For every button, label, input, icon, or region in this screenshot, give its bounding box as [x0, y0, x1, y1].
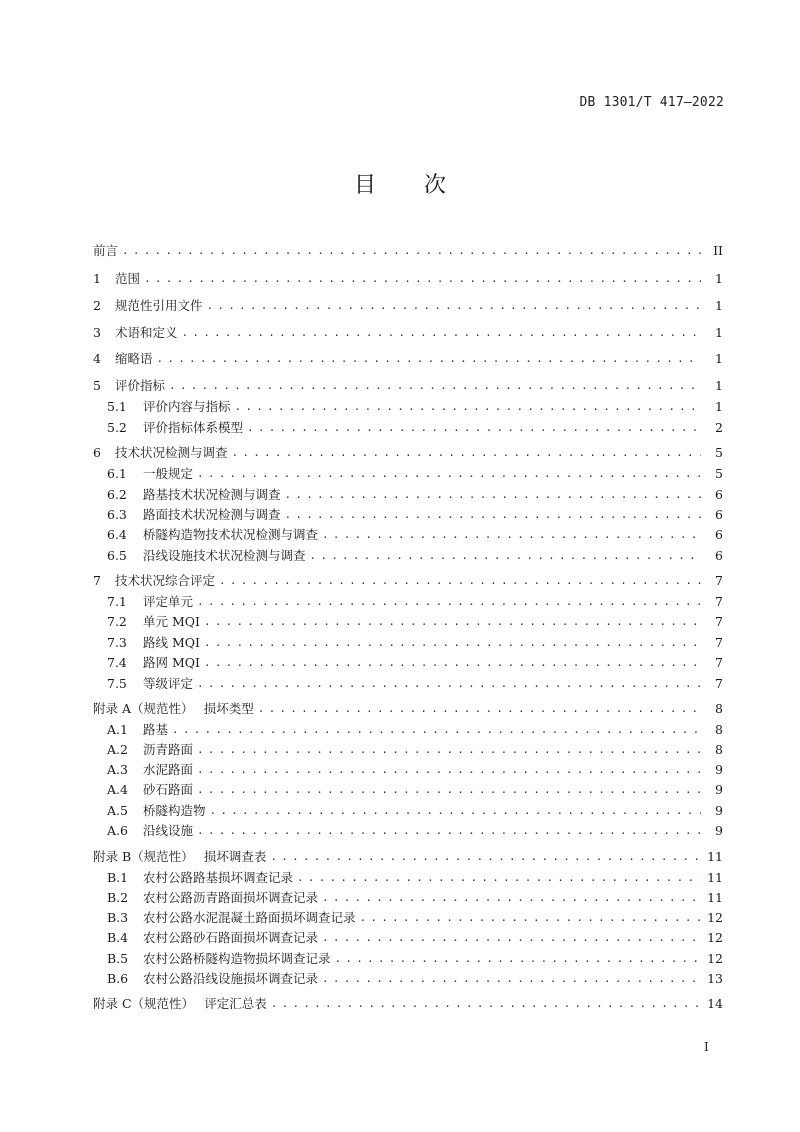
- toc-entry-label: 桥隧构造物技术状况检测与调查: [143, 527, 319, 542]
- dot-leader: [335, 949, 701, 969]
- toc-entry-label: 路面技术状况检测与调查: [143, 507, 281, 522]
- toc-entry-number: 3: [93, 325, 101, 340]
- toc-entry-page: 1: [715, 325, 723, 340]
- toc-entry-page: 12: [707, 930, 723, 945]
- toc-entry-label: 前言: [93, 243, 119, 258]
- toc-entry[interactable]: [93, 847, 723, 867]
- toc-entry-number: 2: [93, 298, 101, 313]
- dot-leader: [235, 397, 701, 417]
- title-char-1: 目: [353, 173, 376, 198]
- page-title: [0, 168, 800, 199]
- toc-entry[interactable]: [107, 760, 723, 780]
- dot-leader: [204, 612, 701, 632]
- toc-entry-number: 7.5: [107, 676, 127, 691]
- toc-entry-page: 7: [715, 573, 723, 588]
- toc-entry-label: 路基: [143, 722, 169, 737]
- toc-entry[interactable]: [107, 821, 723, 841]
- dot-leader: [247, 418, 701, 438]
- dot-leader: [197, 780, 701, 800]
- toc-entry[interactable]: [107, 780, 723, 800]
- toc-entry-number: B.4: [107, 930, 129, 945]
- toc-entry-label: 一般规定: [143, 466, 194, 481]
- dot-leader: [360, 908, 701, 928]
- dot-leader: [219, 571, 701, 591]
- dot-leader: [322, 928, 701, 948]
- toc-entry[interactable]: [107, 928, 723, 948]
- dot-leader: [285, 505, 701, 525]
- toc-entry-label: 农村公路沿线设施损坏调查记录: [143, 971, 319, 986]
- toc-entry-page: 5: [715, 466, 723, 481]
- toc-entry-page: 11: [707, 870, 723, 885]
- toc-entry-number: 7: [93, 573, 101, 588]
- toc-entry-label: 附录 A（规范性） 损坏类型: [93, 701, 254, 716]
- toc-entry-label: 等级评定: [143, 676, 194, 691]
- toc-entry[interactable]: [93, 376, 723, 396]
- toc-entry-number: A.3: [107, 762, 128, 777]
- dot-leader: [172, 720, 701, 740]
- toc-entry[interactable]: [93, 571, 723, 591]
- toc-entry-page: 5: [715, 445, 723, 460]
- toc-entry-page: 9: [715, 762, 723, 777]
- dot-leader: [232, 443, 701, 463]
- dot-leader: [197, 592, 701, 612]
- toc-entry[interactable]: [107, 592, 723, 612]
- toc-entry-number: 6.1: [107, 466, 127, 481]
- dot-leader: [122, 241, 701, 261]
- dot-leader: [204, 653, 701, 673]
- toc-entry-label: 沿线设施技术状况检测与调查: [143, 548, 306, 563]
- toc-entry-number: 6.4: [107, 527, 127, 542]
- dot-leader: [271, 994, 701, 1014]
- dot-leader: [297, 868, 701, 888]
- dot-leader: [182, 323, 701, 343]
- toc-entry[interactable]: [107, 720, 723, 740]
- dot-leader: [204, 633, 701, 653]
- toc-entry-number: A.2: [107, 742, 128, 757]
- dot-leader: [322, 888, 701, 908]
- toc-entry-page: 7: [715, 655, 723, 670]
- toc-entry-page: 6: [715, 507, 723, 522]
- toc-entry[interactable]: [107, 525, 723, 545]
- toc-entry-number: 5.1: [107, 399, 127, 414]
- toc-entry-label: 桥隧构造物: [143, 803, 206, 818]
- toc-entry[interactable]: [93, 269, 723, 289]
- toc-entry-page: 9: [715, 803, 723, 818]
- toc-entry-page: 1: [715, 378, 723, 393]
- toc-entry[interactable]: [107, 633, 723, 653]
- toc-entry-page: 14: [707, 996, 723, 1011]
- toc-entry-number: B.3: [107, 910, 129, 925]
- dot-leader: [197, 464, 701, 484]
- dot-leader: [144, 269, 701, 289]
- toc-entry[interactable]: [107, 868, 723, 888]
- toc-entry-page: II: [713, 243, 723, 258]
- toc-entry-page: 9: [715, 823, 723, 838]
- toc-entry-number: B.6: [107, 971, 129, 986]
- toc-entry-page: 1: [715, 271, 723, 286]
- toc-entry-label: 砂石路面: [143, 782, 194, 797]
- toc-entry-label: 评价指标体系模型: [143, 420, 244, 435]
- toc-entry-page: 2: [715, 420, 723, 435]
- toc-entry-page: 11: [707, 849, 723, 864]
- toc-entry-page: 1: [715, 298, 723, 313]
- dot-leader: [285, 485, 701, 505]
- toc-entry[interactable]: [93, 296, 723, 316]
- toc-entry-number: B.1: [107, 870, 129, 885]
- toc-entry-page: 13: [707, 971, 723, 986]
- toc-entry-number: 4: [93, 351, 101, 366]
- toc-entry-label: 评价内容与指标: [143, 399, 231, 414]
- toc-entry[interactable]: [93, 994, 723, 1014]
- toc-entry-number: 5: [93, 378, 101, 393]
- toc-entry-label: 技术状况检测与调查: [115, 445, 228, 460]
- dot-leader: [197, 821, 701, 841]
- toc-entry-page: 9: [715, 782, 723, 797]
- toc-entry[interactable]: [107, 397, 723, 417]
- dot-leader: [322, 525, 701, 545]
- toc-entry-page: 8: [715, 742, 723, 757]
- toc-entry-label: 评价指标: [115, 378, 166, 393]
- toc-entry-label: 路基技术状况检测与调查: [143, 487, 281, 502]
- toc-entry[interactable]: [107, 969, 723, 989]
- toc-entry-number: 7.3: [107, 635, 127, 650]
- toc-entry-number: B.5: [107, 951, 129, 966]
- dot-leader: [322, 969, 701, 989]
- toc-entry-label: 路线 MQI: [143, 635, 200, 650]
- toc-entry-label: 农村公路路基损坏调查记录: [143, 870, 294, 885]
- toc-entry[interactable]: [107, 418, 723, 438]
- toc-entry[interactable]: [93, 443, 723, 463]
- toc-entry-label: 农村公路水泥混凝土路面损坏调查记录: [143, 910, 356, 925]
- toc-entry-label: 附录 B（规范性） 损坏调查表: [93, 849, 267, 864]
- toc-entry[interactable]: [93, 323, 723, 343]
- toc-entry-label: 农村公路砂石路面损坏调查记录: [143, 930, 319, 945]
- toc-entry-number: 6: [93, 445, 101, 460]
- dot-leader: [169, 376, 701, 396]
- toc-entry-page: 7: [715, 676, 723, 691]
- toc-entry-page: 6: [715, 527, 723, 542]
- footer-page-number: I: [704, 1040, 709, 1054]
- toc-entry-number: 7.1: [107, 594, 127, 609]
- toc-entry-label: 术语和定义: [115, 325, 178, 340]
- toc-entry-page: 7: [715, 614, 723, 629]
- toc-entry-number: A.5: [107, 803, 128, 818]
- toc-entry[interactable]: [107, 505, 723, 525]
- toc-entry-number: 7.2: [107, 614, 127, 629]
- toc-entry[interactable]: [107, 612, 723, 632]
- toc-entry-number: 7.4: [107, 655, 127, 670]
- toc-entry-page: 12: [707, 910, 723, 925]
- toc-entry-page: 7: [715, 594, 723, 609]
- toc-entry-label: 农村公路桥隧构造物损坏调查记录: [143, 951, 331, 966]
- toc-entry-number: A.6: [107, 823, 128, 838]
- toc-entry-page: 6: [715, 548, 723, 563]
- toc-entry-label: 技术状况综合评定: [115, 573, 216, 588]
- toc-entry-number: B.2: [107, 890, 129, 905]
- toc-entry[interactable]: [93, 699, 723, 719]
- toc-entry-number: 6.5: [107, 548, 127, 563]
- toc-entry-number: 6.3: [107, 507, 127, 522]
- toc-entry-label: 沥青路面: [143, 742, 194, 757]
- standard-code: DB 1301/T 417—2022: [579, 95, 724, 110]
- toc-entry-number: A.1: [107, 722, 128, 737]
- dot-leader: [207, 296, 701, 316]
- toc-entry-label: 缩略语: [115, 351, 153, 366]
- toc-entry-label: 水泥路面: [143, 762, 194, 777]
- dot-leader: [197, 740, 701, 760]
- toc-entry[interactable]: [107, 653, 723, 673]
- toc-entry-page: 1: [715, 399, 723, 414]
- toc-entry-label: 规范性引用文件: [115, 298, 203, 313]
- toc-entry-page: 6: [715, 487, 723, 502]
- dot-leader: [197, 674, 701, 694]
- toc-entry-label: 单元 MQI: [143, 614, 200, 629]
- dot-leader: [197, 760, 701, 780]
- toc-entry-page: 12: [707, 951, 723, 966]
- toc-entry-page: 1: [715, 351, 723, 366]
- toc-entry-number: A.4: [107, 782, 128, 797]
- toc-entry[interactable]: [107, 674, 723, 694]
- toc-entry[interactable]: [93, 349, 723, 369]
- toc-entry-number: 5.2: [107, 420, 127, 435]
- toc-entry-label: 路网 MQI: [143, 655, 200, 670]
- toc-entry-label: 评定单元: [143, 594, 194, 609]
- toc-entry-page: 8: [715, 701, 723, 716]
- toc-entry-label: 沿线设施: [143, 823, 194, 838]
- toc-entry[interactable]: [107, 485, 723, 505]
- toc-entry[interactable]: [107, 740, 723, 760]
- toc-entry[interactable]: [107, 949, 723, 969]
- toc-entry-number: 1: [93, 271, 101, 286]
- toc-entry-page: 8: [715, 722, 723, 737]
- toc-entry[interactable]: [107, 908, 723, 928]
- toc-entry-page: 7: [715, 635, 723, 650]
- dot-leader: [210, 801, 701, 821]
- toc-entry-page: 11: [707, 890, 723, 905]
- toc-entry[interactable]: [107, 888, 723, 908]
- title-char-2: 次: [424, 173, 447, 198]
- toc-entry[interactable]: [107, 801, 723, 821]
- toc-entry[interactable]: [107, 464, 723, 484]
- toc-entry[interactable]: [93, 241, 723, 261]
- dot-leader: [258, 699, 701, 719]
- dot-leader: [310, 546, 701, 566]
- toc-entry-label: 范围: [115, 271, 141, 286]
- toc-entry-label: 附录 C（规范性） 评定汇总表: [93, 996, 267, 1011]
- dot-leader: [270, 847, 701, 867]
- toc-entry-number: 6.2: [107, 487, 127, 502]
- dot-leader: [157, 349, 701, 369]
- toc-entry-label: 农村公路沥青路面损坏调查记录: [143, 890, 319, 905]
- toc-entry[interactable]: [107, 546, 723, 566]
